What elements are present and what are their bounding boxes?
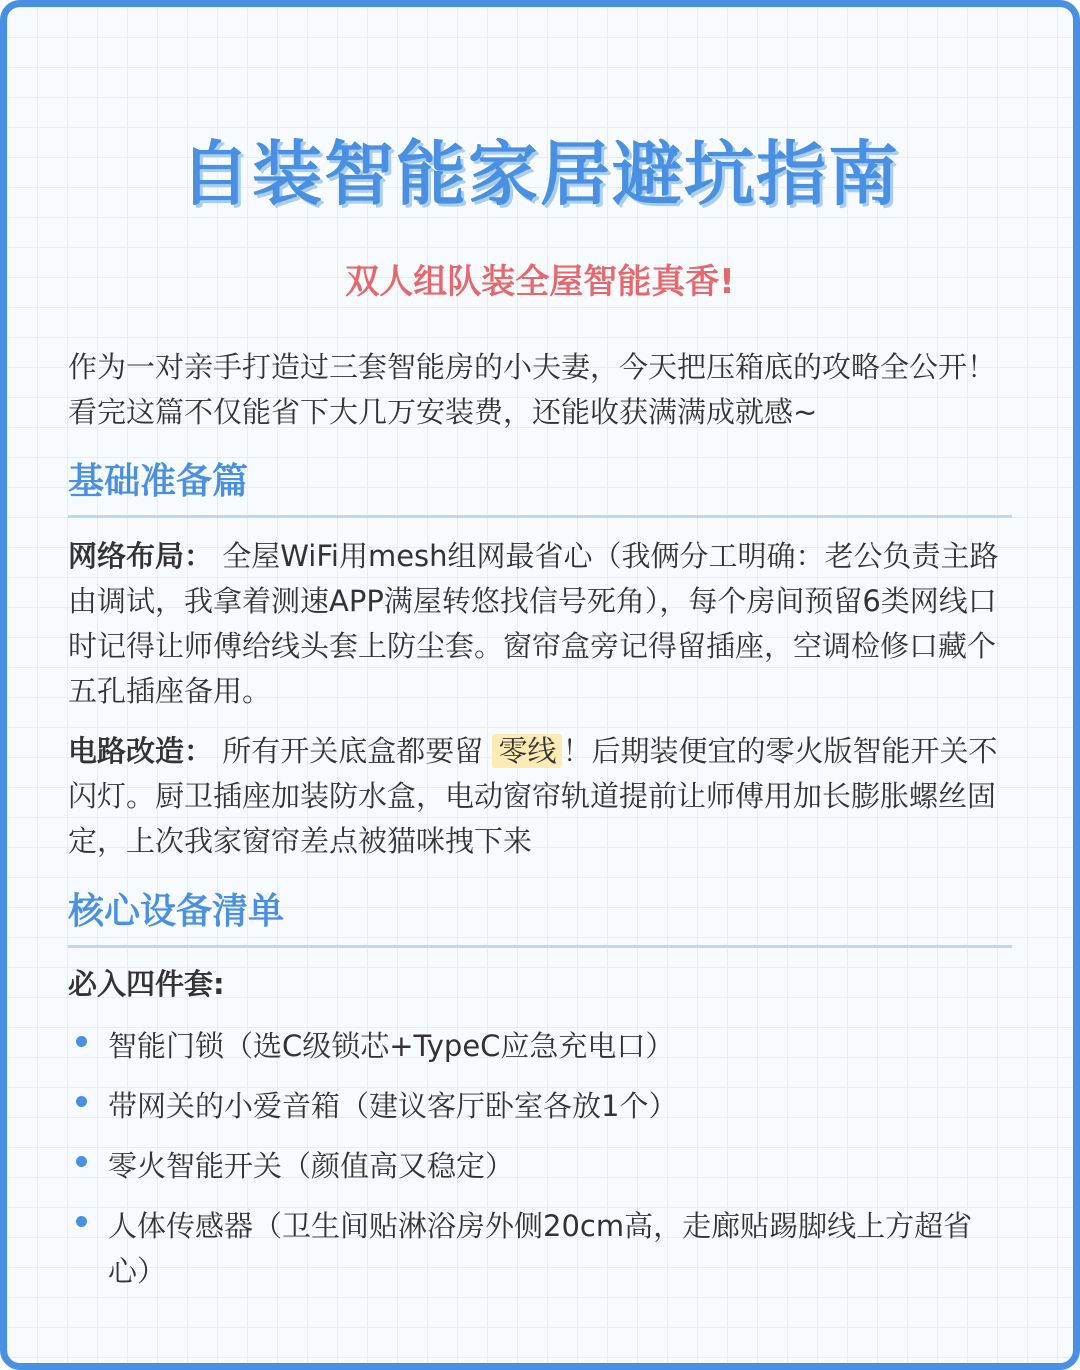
network-layout-paragraph — [68, 534, 1012, 714]
circuit-text-before: 所有开关底盒都要留 — [222, 734, 484, 768]
list-item-text: 零火智能开关（颜值高又稳定） — [108, 1149, 515, 1183]
list-item — [68, 1024, 1012, 1069]
page-subtitle: 双人组队装全屋智能真香! — [345, 262, 735, 302]
list-item-text: 带网关的小爱音箱（建议客厅卧室各放1个） — [108, 1089, 678, 1123]
circuit-paragraph — [68, 729, 1012, 864]
bullet-dot-icon — [76, 1036, 87, 1047]
circuit-label: 电路改造： — [68, 734, 214, 768]
list-item-text: 智能门锁（选C级锁芯+TypeC应急充电口） — [108, 1029, 675, 1063]
section-heading-devices: 核心设备清单 — [68, 889, 1012, 948]
list-item — [68, 1204, 1012, 1294]
list-item — [68, 1144, 1012, 1189]
network-layout-label: 网络布局： — [68, 539, 214, 573]
page-title: 自装智能家居避坑指南 — [180, 133, 900, 215]
section-heading-basics: 基础准备篇 — [68, 459, 1012, 518]
device-list — [68, 1024, 1012, 1309]
network-layout-text: 全屋WiFi用mesh组网最省心（我俩分工明确：老公负责主路由调试，我拿着测速APP满屋转悠找信号死角），每个房间预留6类网线口时记得让师傅给线头套上防尘套。窗帘盒旁记得留插座，空调检修口藏个五孔插座备用。 — [68, 539, 999, 708]
list-item-text: 人体传感器（卫生间贴淋浴房外侧20cm高，走廊贴踢脚线上方超省心） — [108, 1209, 973, 1288]
bullet-dot-icon — [76, 1096, 87, 1107]
circuit-text-after: ！后期装便宜的零火版智能开关不闪灯。厨卫插座加装防水盒，电动窗帘轨道提前让师傅用加长膨胀螺丝固定，上次我家窗帘差点被猫咪拽下来 — [68, 734, 998, 858]
kit-label: 必入四件套: — [68, 967, 225, 1001]
intro-paragraph: 作为一对亲手打造过三套智能房的小夫妻，今天把压箱底的攻略全公开！看完这篇不仅能省下大几万安装费，还能收获满满成就感~ — [68, 350, 997, 429]
bullet-dot-icon — [76, 1216, 87, 1227]
bullet-dot-icon — [76, 1156, 87, 1167]
neutral-wire-highlight: 零线 — [492, 734, 562, 768]
list-item — [68, 1084, 1012, 1129]
